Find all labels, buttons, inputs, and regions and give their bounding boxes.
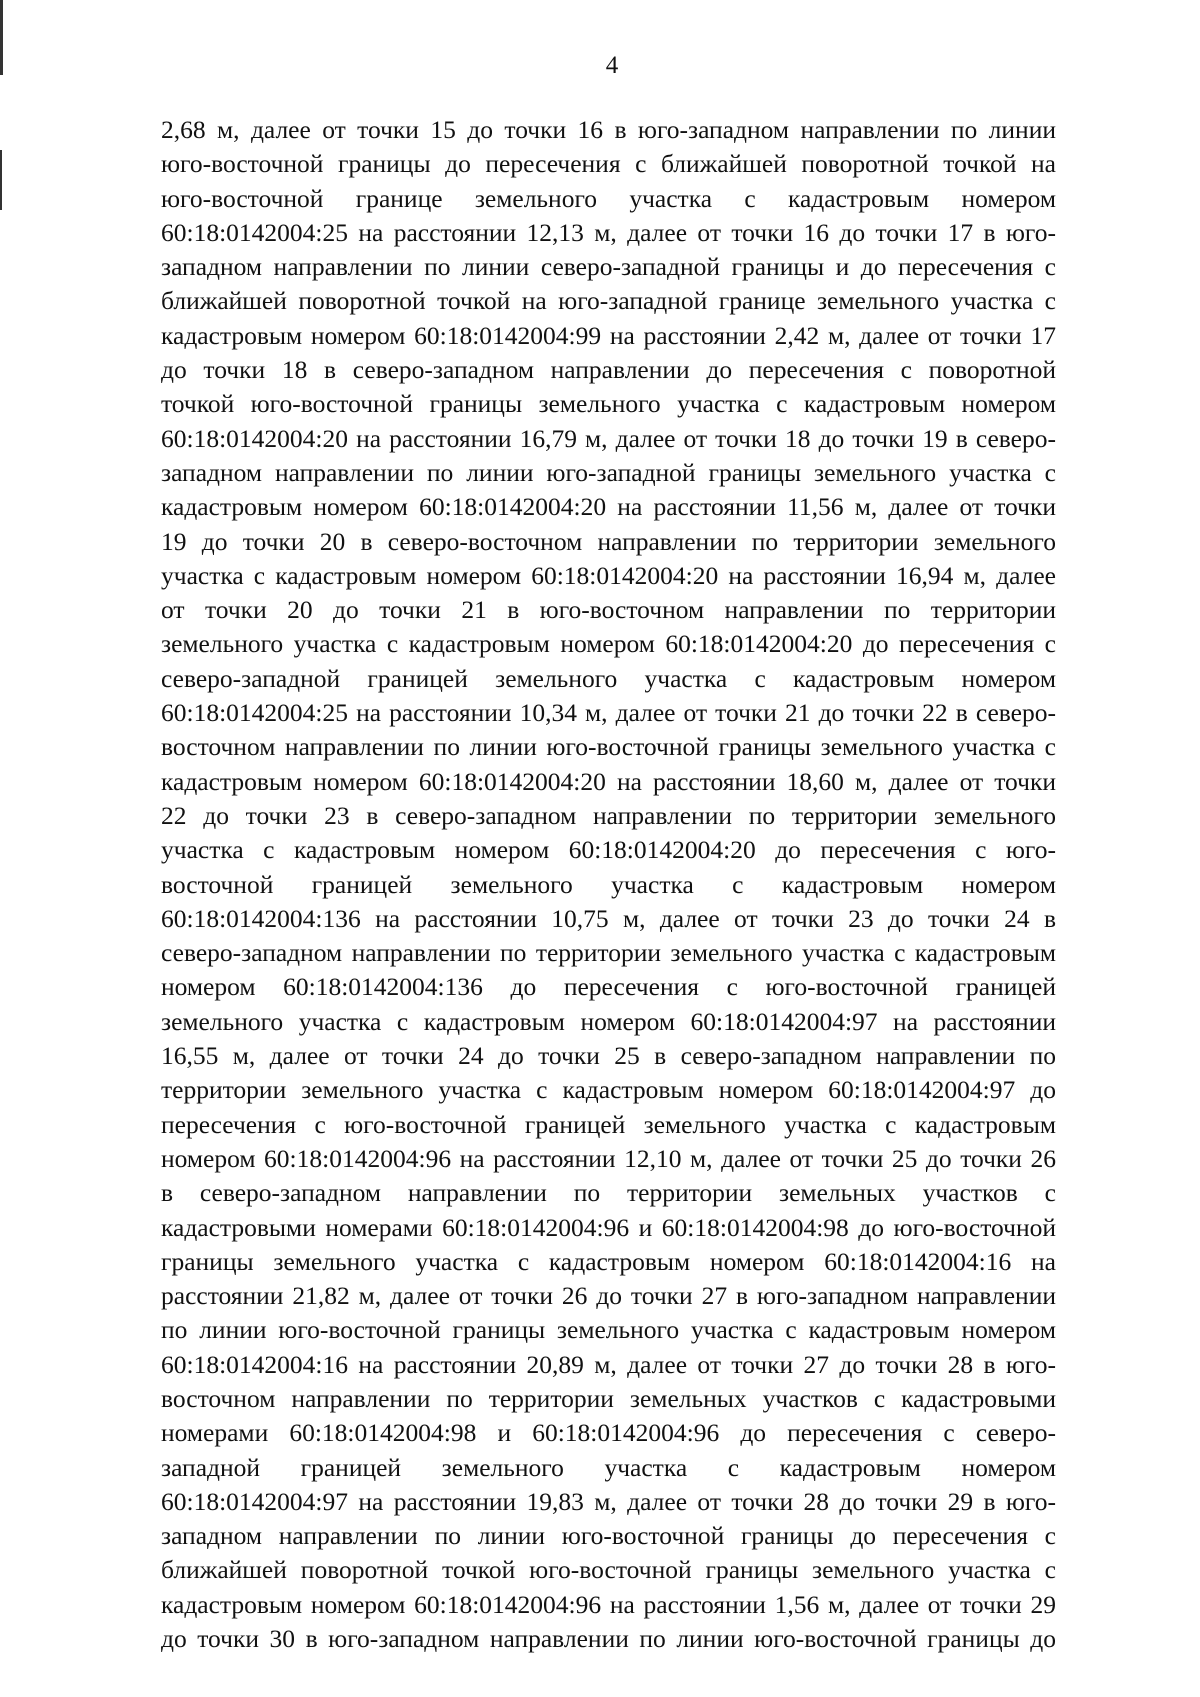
text-line: номерами 60:18:0142004:98 и 60:18:0142004:96 до пересечения с северо-	[161, 1418, 1056, 1448]
text-line: расстоянии 21,82 м, далее от точки 26 до точки 27 в юго-западном направлении	[161, 1281, 1056, 1311]
text-line: 2,68 м, далее от точки 15 до точки 16 в юго-западном направлении по линии	[161, 115, 1056, 144]
text-line: западном направлении по линии юго-восточной границы до пересечения с	[161, 1521, 1056, 1551]
text-line: 19 до точки 20 в северо-восточном направлении по территории земельного	[161, 526, 1056, 556]
text-line: по линии юго-восточной границы земельного участка с кадастровым номером	[161, 1315, 1056, 1345]
text-line: номером 60:18:0142004:136 до пересечения с юго-восточной границей	[161, 972, 1056, 1002]
text-line: 22 до точки 23 в северо-западном направлении по территории земельного	[161, 800, 1056, 830]
text-line: юго-восточной границы до пересечения с ближайшей поворотной точкой на	[161, 149, 1056, 179]
text-line: 60:18:0142004:16 на расстоянии 20,89 м, далее от точки 27 до точки 28 в юго-	[161, 1349, 1056, 1379]
text-line: кадастровым номером 60:18:0142004:99 на расстоянии 2,42 м, далее от точки 17	[161, 320, 1056, 350]
text-line: границы земельного участка с кадастровым номером 60:18:0142004:16 на	[161, 1246, 1056, 1276]
text-line: кадастровым номером 60:18:0142004:96 на расстоянии 1,56 м, далее от точки 29	[161, 1589, 1056, 1619]
text-line: в северо-западном направлении по территории земельных участков с	[161, 1178, 1056, 1208]
text-line: участка с кадастровым номером 60:18:0142004:20 на расстоянии 16,94 м, далее	[161, 560, 1056, 590]
text-line: земельного участка с кадастровым номером 60:18:0142004:97 на расстоянии	[161, 1006, 1056, 1036]
text-line: восточном направлении по линии юго-восточной границы земельного участка с	[161, 732, 1056, 762]
scan-edge-mark	[0, 150, 2, 210]
text-line: 60:18:0142004:25 на расстоянии 10,34 м, далее от точки 21 до точки 22 в северо-	[161, 698, 1056, 728]
text-line: восточной границей земельного участка с кадастровым номером	[161, 869, 1056, 899]
text-line: территории земельного участка с кадастровым номером 60:18:0142004:97 до	[161, 1075, 1056, 1105]
text-line: ближайшей поворотной точкой юго-восточной границы земельного участка с	[161, 1555, 1056, 1585]
text-line: пересечения с юго-восточной границей земельного участка с кадастровым	[161, 1109, 1056, 1139]
text-line: северо-западном направлении по территории земельного участка с кадастровым	[161, 938, 1056, 968]
text-line: 60:18:0142004:97 на расстоянии 19,83 м, далее от точки 28 до точки 29 в юго-	[161, 1486, 1056, 1516]
text-line: западной границей земельного участка с кадастровым номером	[161, 1452, 1056, 1482]
text-line: кадастровым номером 60:18:0142004:20 на расстоянии 18,60 м, далее от точки	[161, 766, 1056, 796]
text-line: от точки 20 до точки 21 в юго-восточном направлении по территории	[161, 595, 1056, 625]
text-line: до точки 18 в северо-западном направлении до пересечения с поворотной	[161, 355, 1056, 385]
text-line: 60:18:0142004:20 на расстоянии 16,79 м, далее от точки 18 до точки 19 в северо-	[161, 423, 1056, 453]
page-number: 4	[605, 52, 619, 79]
text-line: участка с кадастровым номером 60:18:0142004:20 до пересечения с юго-	[161, 835, 1056, 865]
text-line: 16,55 м, далее от точки 24 до точки 25 в северо-западном направлении по	[161, 1041, 1056, 1071]
text-line: восточном направлении по территории земельных участков с кадастровыми	[161, 1383, 1056, 1413]
text-line: 60:18:0142004:136 на расстоянии 10,75 м, далее от точки 23 до точки 24 в	[161, 903, 1056, 933]
text-line: кадастровыми номерами 60:18:0142004:96 и 60:18:0142004:98 до юго-восточной	[161, 1212, 1056, 1242]
text-line: кадастровым номером 60:18:0142004:20 на расстоянии 11,56 м, далее от точки	[161, 492, 1056, 522]
text-line: западном направлении по линии юго-западной границы земельного участка с	[161, 457, 1056, 487]
text-line: юго-восточной границе земельного участка с кадастровым номером	[161, 183, 1056, 213]
text-line: точкой юго-восточной границы земельного участка с кадастровым номером	[161, 389, 1056, 419]
text-line: до точки 30 в юго-западном направлении по линии юго-восточной границы до	[161, 1624, 1056, 1654]
text-line: западном направлении по линии северо-западной границы и до пересечения с	[161, 252, 1056, 282]
document-body	[161, 113, 1056, 1656]
scan-edge-mark	[0, 0, 3, 75]
text-line: ближайшей поворотной точкой на юго-западной границе земельного участка с	[161, 286, 1056, 316]
text-line: 60:18:0142004:25 на расстоянии 12,13 м, далее от точки 16 до точки 17 в юго-	[161, 217, 1056, 247]
text-line: земельного участка с кадастровым номером 60:18:0142004:20 до пересечения с	[161, 629, 1056, 659]
text-line: номером 60:18:0142004:96 на расстоянии 12,10 м, далее от точки 25 до точки 26	[161, 1143, 1056, 1173]
text-line: северо-западной границей земельного участка с кадастровым номером	[161, 663, 1056, 693]
